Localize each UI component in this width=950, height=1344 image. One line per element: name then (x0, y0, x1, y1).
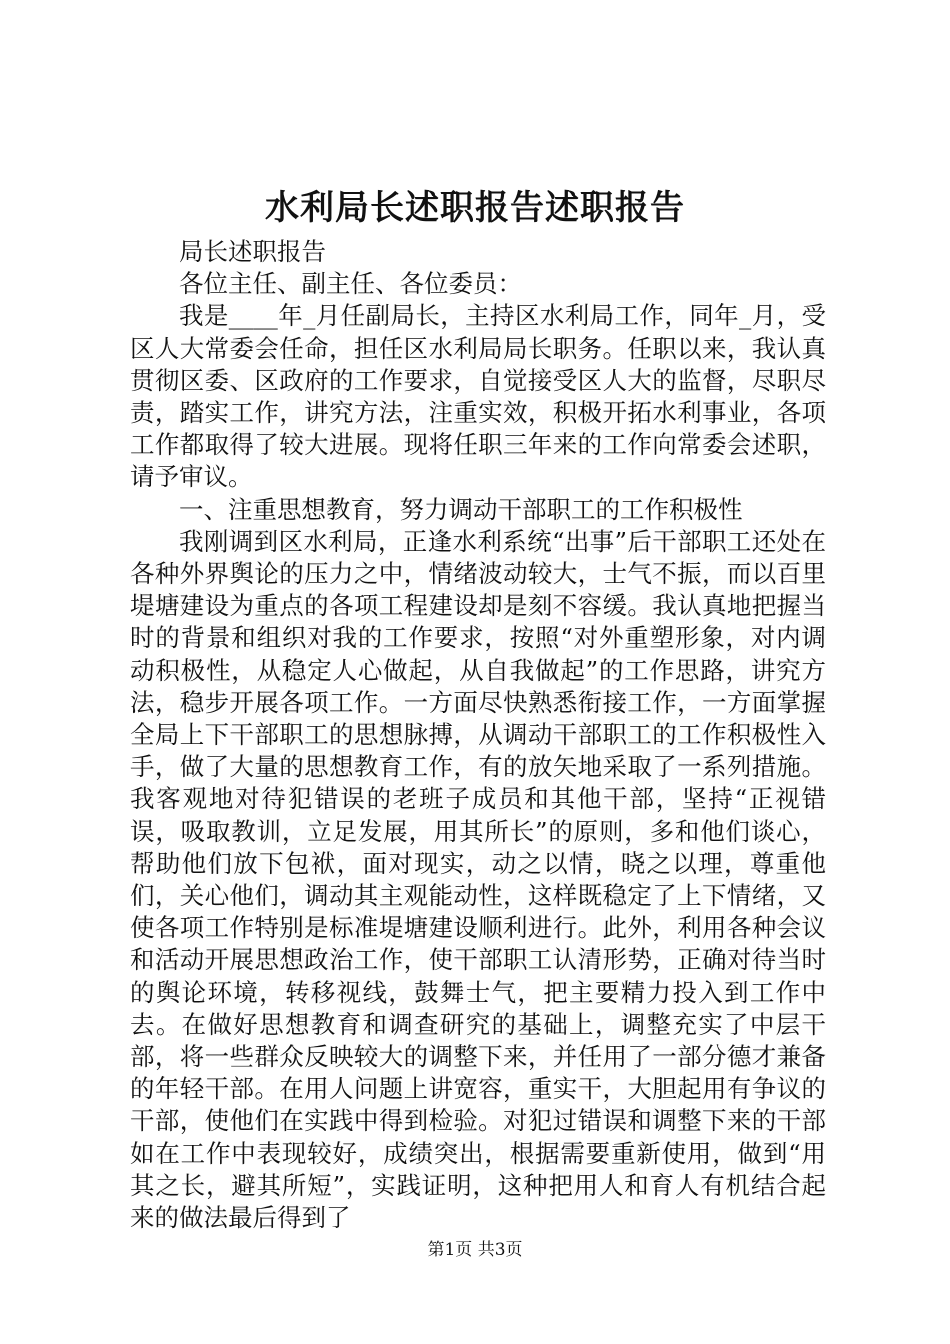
document-title: 水利局长述职报告述职报告 (265, 188, 685, 228)
document-body (130, 236, 826, 1234)
paragraph-intro: 我是____年_月任副局长，主持区水利局工作，同年_月，受区人大常委会任命，担任区水利局局长职务。任职以来，我认真贯彻区委、区政府的工作要求，自觉接受区人大的监督，尽职尽责，踏实工作，讲究方法，注重实效，积极开拓水利事业，各项工作都取得了较大进展。现将任职三年来的工作向常委会述职，请予审议。 (130, 301, 826, 492)
paragraph-section-1: 我刚调到区水利局，正逢水利系统“出事”后干部职工还处在各种外界舆论的压力之中，情绪波动较大，士气不振，而以百里堤塘建设为重点的各项工程建设却是刻不容缓。我认真地把握当时的背景和组织对我的工作要求，按照“对外重塑形象，对内调动积极性，从稳定人心做起，从自我做起”的工作思路，讲究方法，稳步开展各项工作。一方面尽快熟悉衔接工作，一方面掌握全局上下干部职工的思想脉搏，从调动干部职工的工作积极性入手，做了大量的思想教育工作，有的放矢地采取了一系列措施。我客观地对待犯错误的老班子成员和其他干部，坚持“正视错误，吸取教训，立足发展，用其所长”的原则，多和他们谈心，帮助他们放下包袱，面对现实，动之以情，晓之以理，尊重他们，关心他们，调动其主观能动性，这样既稳定了上下情绪，又使各项工作特别是标准堤塘建设顺利进行。此外，利用各种会议和活动开展思想政治工作，使干部职工认清形势，正确对待当时的舆论环境，转移视线，鼓舞士气，把主要精力投入到工作中去。在做好思想教育和调查研究的基础上，调整充实了中层干部，将一些群众反映较大的调整下来，并任用了一部分德才兼备的年轻干部。在用人问题上讲宽容，重实干，大胆起用有争议的干部，使他们在实践中得到检验。对犯过错误和调整下来的干部如在工作中表现较好，成绩突出，根据需要重新使用，做到“用其之长，避其所短”，实践证明，这种把用人和育人有机结合起来的做法最后得到了 (130, 526, 826, 1233)
section-heading-1: 一、注重思想教育，努力调动干部职工的工作积极性 (179, 494, 743, 524)
paragraph-subtitle: 局长述职报告 (179, 237, 326, 266)
page-footer: 第1页 共3页 (427, 1240, 523, 1260)
paragraph-salutation: 各位主任、副主任、各位委员： (179, 269, 522, 299)
